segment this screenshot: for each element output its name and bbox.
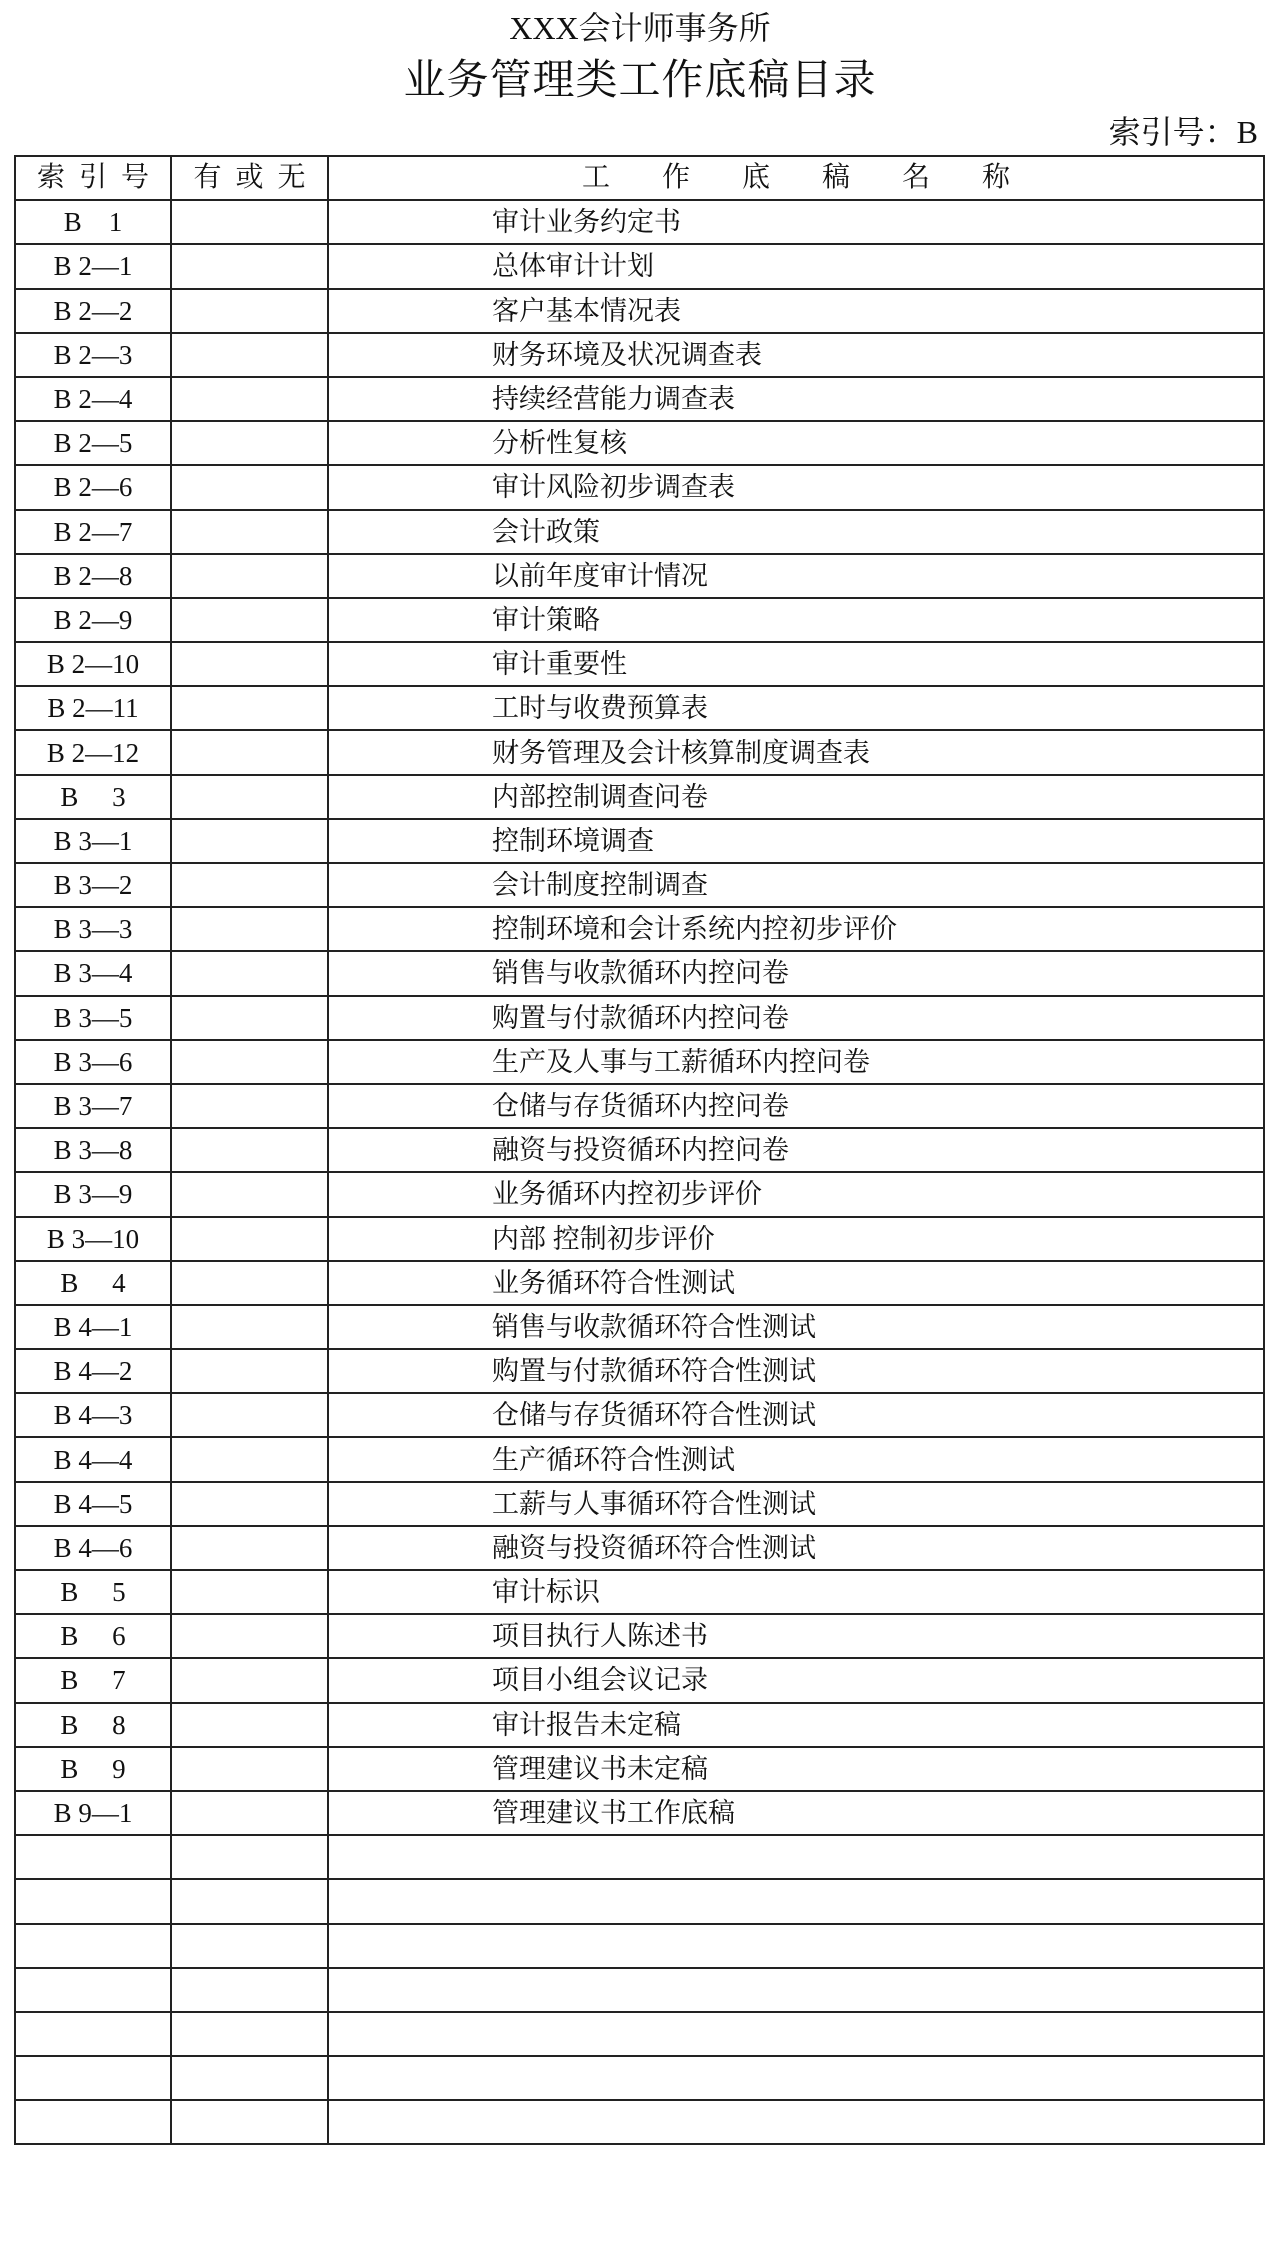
present-cell[interactable] [171, 1261, 328, 1305]
workpaper-name-cell [328, 1968, 1264, 2012]
index-cell: B 2—2 [15, 289, 171, 333]
column-header-index: 索引号 [15, 156, 171, 200]
present-cell[interactable] [171, 686, 328, 730]
table-row [15, 907, 1264, 951]
index-cell [15, 2056, 171, 2100]
workpaper-name-cell: 管理建议书工作底稿 [328, 1791, 1264, 1835]
index-cell: B 3—8 [15, 1128, 171, 1172]
present-cell[interactable] [171, 1835, 328, 1879]
workpaper-name-cell: 工时与收费预算表 [328, 686, 1264, 730]
table-row [15, 996, 1264, 1040]
workpaper-name-cell: 销售与收款循环符合性测试 [328, 1305, 1264, 1349]
workpaper-name-cell: 业务循环符合性测试 [328, 1261, 1264, 1305]
workpaper-name-cell: 客户基本情况表 [328, 289, 1264, 333]
index-cell: B 2—7 [15, 510, 171, 554]
table-row [15, 1128, 1264, 1172]
table-header-row [15, 156, 1264, 200]
index-cell: B 3—2 [15, 863, 171, 907]
table-row [15, 1084, 1264, 1128]
index-cell [15, 1835, 171, 1879]
table-row [15, 244, 1264, 288]
table-row [15, 1437, 1264, 1481]
index-cell: B 1 [15, 200, 171, 244]
present-cell[interactable] [171, 951, 328, 995]
present-cell[interactable] [171, 2056, 328, 2100]
table-row [15, 554, 1264, 598]
workpaper-name-cell: 项目小组会议记录 [328, 1658, 1264, 1702]
index-cell: B 2—9 [15, 598, 171, 642]
workpaper-name-cell: 融资与投资循环内控问卷 [328, 1128, 1264, 1172]
index-cell: B 3—1 [15, 819, 171, 863]
table-row [15, 1349, 1264, 1393]
present-cell[interactable] [171, 1747, 328, 1791]
column-header-name: 工作底稿名称 [328, 156, 1264, 200]
present-cell[interactable] [171, 1172, 328, 1216]
index-cell [15, 1968, 171, 2012]
present-cell[interactable] [171, 1349, 328, 1393]
table-row [15, 1482, 1264, 1526]
table-row [15, 2012, 1264, 2056]
table-row [15, 642, 1264, 686]
workpaper-name-cell [328, 2012, 1264, 2056]
table-row [15, 1040, 1264, 1084]
table-row [15, 1791, 1264, 1835]
present-cell[interactable] [171, 1482, 328, 1526]
workpaper-name-cell: 购置与付款循环符合性测试 [328, 1349, 1264, 1393]
workpaper-name-cell: 购置与付款循环内控问卷 [328, 996, 1264, 1040]
index-cell: B 6 [15, 1614, 171, 1658]
present-cell[interactable] [171, 2012, 328, 2056]
present-cell[interactable] [171, 465, 328, 509]
index-cell [15, 1924, 171, 1968]
workpaper-name-cell: 审计风险初步调查表 [328, 465, 1264, 509]
table-row [15, 377, 1264, 421]
workpaper-name-cell: 财务环境及状况调查表 [328, 333, 1264, 377]
index-cell: B 4 [15, 1261, 171, 1305]
workpaper-name-cell: 业务循环内控初步评价 [328, 1172, 1264, 1216]
present-cell[interactable] [171, 1437, 328, 1481]
workpaper-name-cell: 内部控制调查问卷 [328, 775, 1264, 819]
workpaper-name-cell [328, 2056, 1264, 2100]
workpaper-name-cell: 会计制度控制调查 [328, 863, 1264, 907]
workpaper-name-cell: 审计重要性 [328, 642, 1264, 686]
present-cell[interactable] [171, 1658, 328, 1702]
index-cell: B 9—1 [15, 1791, 171, 1835]
workpaper-name-cell: 生产循环符合性测试 [328, 1437, 1264, 1481]
workpaper-name-cell: 内部 控制初步评价 [328, 1217, 1264, 1261]
table-row [15, 598, 1264, 642]
workpaper-name-cell: 财务管理及会计核算制度调查表 [328, 730, 1264, 774]
present-cell[interactable] [171, 377, 328, 421]
workpaper-name-cell: 持续经营能力调查表 [328, 377, 1264, 421]
workpaper-name-cell: 分析性复核 [328, 421, 1264, 465]
present-cell[interactable] [171, 1791, 328, 1835]
table-row [15, 1614, 1264, 1658]
present-cell[interactable] [171, 1084, 328, 1128]
index-cell: B 5 [15, 1570, 171, 1614]
index-cell [15, 1879, 171, 1923]
table-row [15, 2056, 1264, 2100]
present-cell[interactable] [171, 819, 328, 863]
workpaper-name-cell: 销售与收款循环内控问卷 [328, 951, 1264, 995]
table-row [15, 200, 1264, 244]
table-row [15, 775, 1264, 819]
present-cell[interactable] [171, 642, 328, 686]
present-cell[interactable] [171, 1879, 328, 1923]
firm-name: XXX会计师事务所 [509, 10, 771, 46]
table-row [15, 1570, 1264, 1614]
index-cell: B 3 [15, 775, 171, 819]
present-cell[interactable] [171, 333, 328, 377]
workpaper-name-cell: 总体审计计划 [328, 244, 1264, 288]
index-cell: B 3—9 [15, 1172, 171, 1216]
index-cell: B 2—1 [15, 244, 171, 288]
table-row [15, 510, 1264, 554]
table-row [15, 2100, 1264, 2144]
table-row [15, 730, 1264, 774]
present-cell[interactable] [171, 554, 328, 598]
present-cell[interactable] [171, 1128, 328, 1172]
table-row [15, 1305, 1264, 1349]
present-cell[interactable] [171, 775, 328, 819]
table-row [15, 863, 1264, 907]
index-cell: B 2—10 [15, 642, 171, 686]
workpaper-name-cell: 融资与投资循环符合性测试 [328, 1526, 1264, 1570]
index-number-label: 索引号：B [1108, 114, 1258, 150]
index-cell: B 4—3 [15, 1393, 171, 1437]
present-cell[interactable] [171, 1968, 328, 2012]
workpaper-name-cell: 工薪与人事循环符合性测试 [328, 1482, 1264, 1526]
present-cell[interactable] [171, 863, 328, 907]
index-cell [15, 2100, 171, 2144]
present-cell[interactable] [171, 996, 328, 1040]
index-cell: B 4—4 [15, 1437, 171, 1481]
present-cell[interactable] [171, 907, 328, 951]
present-cell[interactable] [171, 2100, 328, 2144]
index-cell: B 3—6 [15, 1040, 171, 1084]
workpaper-name-cell: 控制环境和会计系统内控初步评价 [328, 907, 1264, 951]
present-cell[interactable] [171, 598, 328, 642]
index-cell: B 4—6 [15, 1526, 171, 1570]
workpaper-name-cell: 仓储与存货循环符合性测试 [328, 1393, 1264, 1437]
workpaper-name-cell: 会计政策 [328, 510, 1264, 554]
workpaper-name-cell: 生产及人事与工薪循环内控问卷 [328, 1040, 1264, 1084]
workpaper-name-cell: 审计业务约定书 [328, 200, 1264, 244]
table-row [15, 1968, 1264, 2012]
present-cell[interactable] [171, 421, 328, 465]
table-row [15, 421, 1264, 465]
workpaper-name-cell: 审计报告未定稿 [328, 1703, 1264, 1747]
table-row [15, 951, 1264, 995]
index-cell [15, 2012, 171, 2056]
index-cell: B 2—12 [15, 730, 171, 774]
table-row [15, 1217, 1264, 1261]
workpaper-name-cell [328, 1879, 1264, 1923]
column-header-present: 有或无 [171, 156, 328, 200]
present-cell[interactable] [171, 200, 328, 244]
index-cell: B 4—2 [15, 1349, 171, 1393]
workpaper-name-cell: 管理建议书未定稿 [328, 1747, 1264, 1791]
workpaper-name-cell: 项目执行人陈述书 [328, 1614, 1264, 1658]
table-row [15, 1924, 1264, 1968]
workpaper-name-cell: 以前年度审计情况 [328, 554, 1264, 598]
index-cell: B 4—1 [15, 1305, 171, 1349]
present-cell[interactable] [171, 1217, 328, 1261]
index-cell: B 3—7 [15, 1084, 171, 1128]
index-cell: B 2—4 [15, 377, 171, 421]
table-row [15, 1526, 1264, 1570]
index-cell: B 2—11 [15, 686, 171, 730]
index-cell: B 2—8 [15, 554, 171, 598]
workpaper-name-cell [328, 1835, 1264, 1879]
index-cell: B 3—4 [15, 951, 171, 995]
present-cell[interactable] [171, 1703, 328, 1747]
table-row [15, 1747, 1264, 1791]
table-row [15, 1879, 1264, 1923]
workpaper-name-cell [328, 2100, 1264, 2144]
workpaper-name-cell: 审计标识 [328, 1570, 1264, 1614]
index-cell: B 2—6 [15, 465, 171, 509]
index-cell: B 3—5 [15, 996, 171, 1040]
present-cell[interactable] [171, 1526, 328, 1570]
table-row [15, 465, 1264, 509]
index-cell: B 3—3 [15, 907, 171, 951]
present-cell[interactable] [171, 510, 328, 554]
table-row [15, 333, 1264, 377]
table-row [15, 1261, 1264, 1305]
workpaper-name-cell: 仓储与存货循环内控问卷 [328, 1084, 1264, 1128]
page-title: 业务管理类工作底稿目录 [403, 58, 877, 104]
present-cell[interactable] [171, 289, 328, 333]
index-cell: B 8 [15, 1703, 171, 1747]
index-cell: B 9 [15, 1747, 171, 1791]
index-cell: B 4—5 [15, 1482, 171, 1526]
table-row [15, 1835, 1264, 1879]
present-cell[interactable] [171, 1570, 328, 1614]
index-cell: B 3—10 [15, 1217, 171, 1261]
workpaper-catalog-table [14, 155, 1265, 2145]
index-cell: B 7 [15, 1658, 171, 1702]
present-cell[interactable] [171, 1614, 328, 1658]
table-row [15, 686, 1264, 730]
present-cell[interactable] [171, 1305, 328, 1349]
table-row [15, 1658, 1264, 1702]
workpaper-name-cell: 审计策略 [328, 598, 1264, 642]
index-cell: B 2—5 [15, 421, 171, 465]
table-row [15, 819, 1264, 863]
table-row [15, 1172, 1264, 1216]
present-cell[interactable] [171, 1393, 328, 1437]
present-cell[interactable] [171, 244, 328, 288]
index-cell: B 2—3 [15, 333, 171, 377]
workpaper-name-cell [328, 1924, 1264, 1968]
workpaper-name-cell: 控制环境调查 [328, 819, 1264, 863]
table-row [15, 1703, 1264, 1747]
present-cell[interactable] [171, 1924, 328, 1968]
table-row [15, 289, 1264, 333]
present-cell[interactable] [171, 1040, 328, 1084]
present-cell[interactable] [171, 730, 328, 774]
table-row [15, 1393, 1264, 1437]
